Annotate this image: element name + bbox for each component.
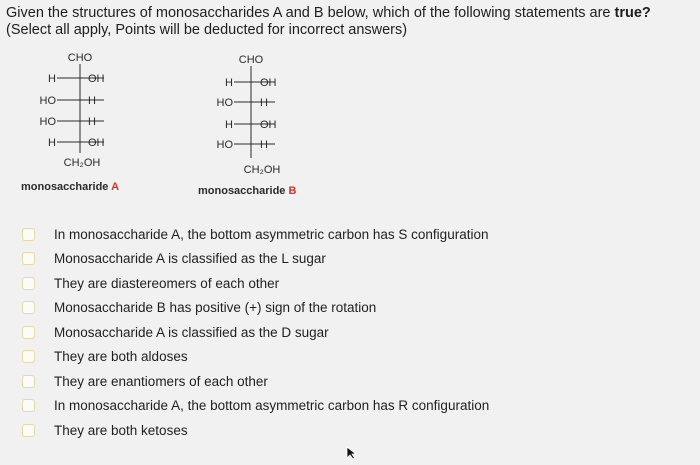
option-6-checkbox[interactable] — [22, 350, 35, 363]
option-a-bottom-carbon-r[interactable] — [22, 394, 489, 419]
question-line-2: (Select all apply, Points will be deducted for incorrect answers) — [6, 22, 408, 38]
option-1-checkbox[interactable] — [22, 228, 35, 241]
question-bold-true: true? — [614, 5, 651, 21]
option-a-is-d-sugar[interactable] — [22, 320, 489, 345]
question-prompt — [6, 5, 696, 39]
option-3-checkbox[interactable] — [22, 277, 35, 290]
struct-b-row3-left: H — [225, 119, 233, 131]
struct-a-row1-left: H — [48, 73, 56, 85]
option-8-label: In monosaccharide A, the bottom asymmetric carbon has R configuration — [54, 398, 490, 414]
struct-a-row2-right: H — [88, 95, 96, 107]
option-6-label: They are both aldoses — [54, 349, 188, 365]
option-3-label: They are diastereomers of each other — [54, 275, 280, 291]
struct-b-row3-right: OH — [260, 119, 277, 131]
option-both-aldoses[interactable] — [22, 345, 489, 370]
option-4-checkbox[interactable] — [22, 301, 35, 314]
option-2-label: Monosaccharide A is classified as the L sugar — [54, 251, 326, 267]
option-8-checkbox[interactable] — [22, 399, 35, 412]
struct-a-row3-left: HO — [39, 116, 56, 128]
option-enantiomers[interactable] — [22, 369, 489, 394]
option-both-ketoses[interactable] — [22, 418, 489, 443]
option-5-label: Monosaccharide A is classified as the D sugar — [54, 324, 329, 340]
option-b-positive-rotation[interactable] — [22, 296, 489, 321]
mouse-cursor-icon — [346, 446, 358, 465]
option-a-bottom-carbon-s[interactable] — [22, 222, 489, 247]
option-7-label: They are enantiomers of each other — [54, 373, 268, 389]
option-2-checkbox[interactable] — [22, 252, 35, 265]
struct-b-top: CHO — [238, 54, 264, 66]
question-line-1: Given the structures of monosaccharides A and B below, which of the following statements are true? — [6, 5, 651, 21]
struct-a-row3-right: H — [88, 116, 96, 128]
struct-b-row1-left: H — [225, 77, 233, 89]
monosaccharide-b-label: monosaccharide B — [198, 185, 297, 197]
struct-b-row4-right: H — [260, 139, 268, 151]
option-9-checkbox[interactable] — [22, 424, 35, 437]
option-1-label: In monosaccharide A, the bottom asymmetric carbon has S configuration — [54, 226, 489, 242]
struct-a-row2-left: HO — [39, 95, 56, 107]
option-diastereomers[interactable] — [22, 271, 489, 296]
struct-a-row4-left: H — [48, 137, 56, 149]
struct-b-row4-left: HO — [216, 139, 233, 151]
struct-b-row1-right: OH — [260, 77, 277, 89]
struct-a-top: CHO — [67, 52, 93, 64]
struct-b-bottom: CH₂OH — [243, 164, 281, 176]
struct-a-bottom: CH₂OH — [63, 157, 101, 169]
fischer-projection-a — [26, 50, 136, 177]
option-7-checkbox[interactable] — [22, 375, 35, 388]
answer-options — [22, 222, 489, 443]
option-a-is-l-sugar[interactable] — [22, 247, 489, 272]
struct-b-row2-right: H — [260, 97, 268, 109]
struct-a-row4-right: OH — [88, 137, 105, 149]
struct-b-row2-left: HO — [216, 97, 233, 109]
option-9-label: They are both ketoses — [54, 422, 188, 438]
option-5-checkbox[interactable] — [22, 326, 35, 339]
fischer-projection-b — [200, 52, 310, 181]
struct-a-row1-right: OH — [88, 73, 105, 85]
monosaccharide-a-label: monosaccharide A — [21, 181, 120, 193]
option-4-label: Monosaccharide B has positive (+) sign of the rotation — [54, 300, 377, 316]
